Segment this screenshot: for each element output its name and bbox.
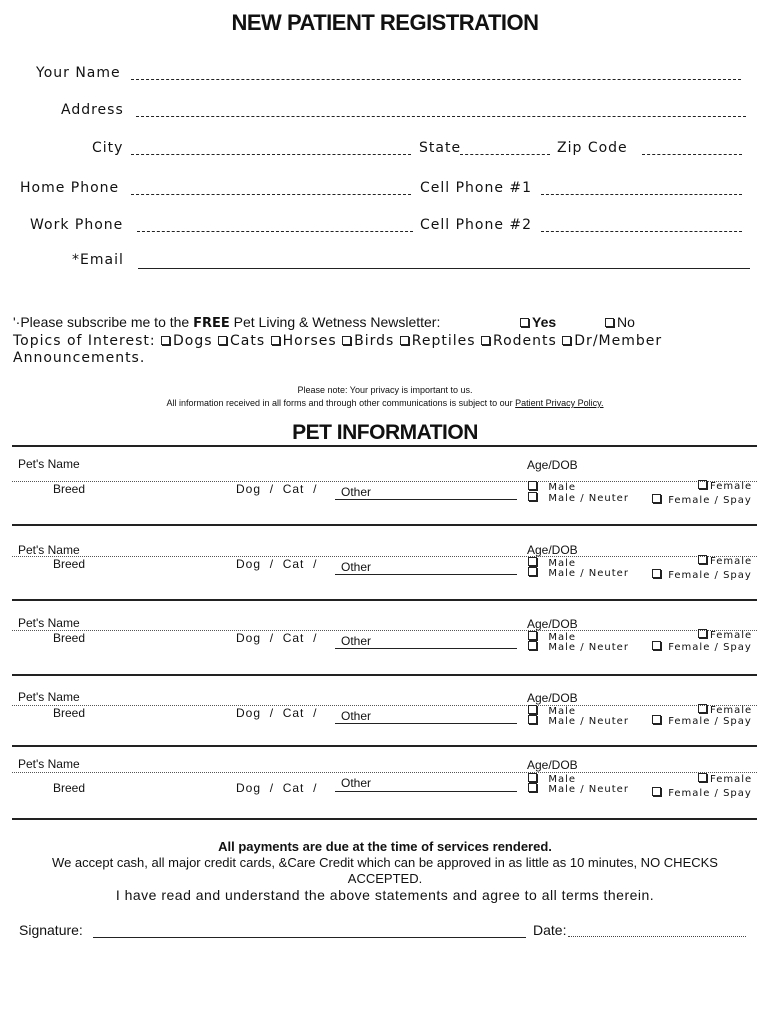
female-spay-option[interactable]: [652, 641, 752, 653]
age-dob-label: Age/DOB: [527, 691, 578, 705]
topic-label: Dr/Member: [574, 333, 663, 349]
breed-label: Breed: [53, 781, 86, 795]
privacy-statement: [0, 398, 770, 408]
privacy-policy-link[interactable]: Patient Privacy Policy.: [515, 398, 604, 408]
payment-methods: We accept cash, all major credit cards, &Care Credit which can be approved in as little as 10 minutes, NO CHECKS: [52, 855, 718, 870]
female-spay-label: Female / Spay: [668, 495, 752, 506]
male-label: Male: [548, 774, 577, 785]
home-phone-label: Home Phone: [20, 180, 120, 196]
pets-name-input[interactable]: [12, 481, 757, 482]
topic-checkbox[interactable]: [562, 336, 571, 345]
female-spay-option[interactable]: [652, 715, 752, 727]
male-checkbox[interactable]: [528, 481, 537, 490]
no-label: No: [617, 314, 635, 330]
other-label: Other: [341, 776, 372, 790]
male-neuter-label: Male / Neuter: [548, 642, 629, 653]
signature-input[interactable]: [93, 937, 526, 938]
breed-label: Breed: [53, 631, 86, 645]
species-options[interactable]: [236, 557, 317, 571]
topic-dr-member[interactable]: [562, 333, 662, 349]
pets-name-label: Pet's Name: [18, 757, 80, 771]
pets-name-input[interactable]: [12, 556, 757, 557]
male-label: Male: [548, 632, 577, 643]
female-checkbox[interactable]: [698, 629, 707, 638]
your-name-input[interactable]: [131, 79, 741, 80]
pets-name-label: Pet's Name: [18, 457, 80, 471]
species-options[interactable]: [236, 781, 317, 795]
female-option[interactable]: [698, 773, 752, 785]
cat-option[interactable]: Cat: [282, 706, 305, 720]
newsletter-yes-option[interactable]: [520, 314, 556, 330]
cat-option[interactable]: Cat: [282, 631, 305, 645]
male-neuter-option[interactable]: [528, 492, 629, 504]
pet-divider: [12, 524, 757, 526]
age-dob-label: Age/DOB: [527, 758, 578, 772]
pet-divider: [12, 745, 757, 747]
female-option[interactable]: [698, 629, 752, 641]
slash: /: [313, 706, 318, 720]
other-label: Other: [341, 485, 372, 499]
topic-checkbox[interactable]: [342, 336, 351, 345]
female-spay-label: Female / Spay: [668, 642, 752, 653]
male-neuter-option[interactable]: [528, 641, 629, 653]
male-neuter-checkbox[interactable]: [528, 492, 537, 501]
no-checkbox[interactable]: [605, 318, 614, 327]
cell-phone-1-input[interactable]: [541, 194, 742, 195]
age-dob-label: Age/DOB: [527, 543, 578, 557]
other-input[interactable]: [335, 574, 517, 575]
page-title: NEW PATIENT REGISTRATION: [231, 10, 539, 35]
slash: /: [269, 631, 275, 645]
pets-name-label: Pet's Name: [18, 543, 80, 557]
pet-divider: [12, 818, 757, 820]
slash: /: [313, 631, 318, 645]
other-input[interactable]: [335, 723, 517, 724]
email-input[interactable]: [138, 268, 750, 269]
female-checkbox[interactable]: [698, 704, 707, 713]
female-spay-checkbox[interactable]: [652, 569, 661, 578]
female-spay-option[interactable]: [652, 787, 752, 799]
privacy-note: Please note: Your privacy is important to us.: [297, 385, 473, 395]
cell-phone-1-label: Cell Phone #1: [420, 180, 533, 196]
male-neuter-option[interactable]: [528, 567, 629, 579]
newsletter-free: FREE: [193, 316, 230, 331]
male-neuter-option[interactable]: [528, 715, 629, 727]
female-spay-option[interactable]: [652, 494, 752, 506]
topic-horses[interactable]: [271, 333, 337, 349]
female-option[interactable]: [698, 480, 752, 492]
agreement-statement: I have read and understand the above statements and agree to all terms therein.: [115, 887, 655, 903]
male-checkbox[interactable]: [528, 557, 537, 566]
male-neuter-label: Male / Neuter: [548, 716, 629, 727]
pet-divider: [12, 599, 757, 601]
city-input[interactable]: [131, 154, 411, 155]
other-label: Other: [341, 634, 372, 648]
male-checkbox[interactable]: [528, 773, 537, 782]
other-label: Other: [341, 709, 372, 723]
topic-dogs[interactable]: [161, 333, 213, 349]
female-spay-label: Female / Spay: [668, 788, 752, 799]
address-input[interactable]: [136, 116, 746, 117]
address-label: Address: [61, 102, 124, 118]
other-input[interactable]: [335, 499, 517, 500]
slash: /: [269, 781, 275, 795]
slash: /: [269, 482, 275, 496]
male-neuter-checkbox[interactable]: [528, 783, 537, 792]
female-label: Female: [710, 630, 753, 641]
zip-label: Zip Code: [557, 140, 628, 156]
age-dob-label: Age/DOB: [527, 617, 578, 631]
pet-divider: [12, 674, 757, 676]
male-neuter-label: Male / Neuter: [548, 784, 629, 795]
newsletter-no-option[interactable]: [605, 314, 635, 330]
dog-option[interactable]: Dog: [236, 557, 262, 571]
female-spay-checkbox[interactable]: [652, 494, 661, 503]
male-neuter-checkbox[interactable]: [528, 641, 537, 650]
signature-label: Signature:: [19, 922, 83, 938]
topic-birds[interactable]: [342, 333, 394, 349]
topic-checkbox[interactable]: [161, 336, 170, 345]
slash: /: [269, 706, 275, 720]
male-checkbox[interactable]: [528, 631, 537, 640]
date-input[interactable]: [568, 936, 746, 937]
pets-name-input[interactable]: [12, 705, 757, 706]
dog-option[interactable]: Dog: [236, 706, 262, 720]
topic-label: Birds: [354, 333, 395, 349]
breed-label: Breed: [53, 557, 86, 571]
male-neuter-option[interactable]: [528, 783, 629, 795]
payment-methods-cont: ACCEPTED.: [347, 871, 423, 886]
pet-info-heading: PET INFORMATION: [292, 421, 478, 444]
section-divider: [12, 445, 757, 447]
topic-checkbox[interactable]: [400, 336, 409, 345]
female-spay-checkbox[interactable]: [652, 641, 661, 650]
dog-option[interactable]: Dog: [236, 631, 262, 645]
male-label: Male: [548, 558, 577, 569]
species-options[interactable]: [236, 706, 317, 720]
privacy-text: All information received in all forms and through other communications is subject to our: [166, 398, 516, 408]
female-checkbox[interactable]: [698, 555, 707, 564]
breed-label: Breed: [53, 482, 86, 496]
female-spay-label: Female / Spay: [668, 570, 752, 581]
other-input[interactable]: [335, 648, 517, 649]
female-spay-label: Female / Spay: [668, 716, 752, 727]
topic-reptiles[interactable]: [400, 333, 476, 349]
topics-label: Topics of Interest:: [13, 333, 156, 349]
female-label: Female: [710, 481, 753, 492]
male-label: Male: [548, 706, 577, 717]
male-neuter-checkbox[interactable]: [528, 715, 537, 724]
topic-checkbox[interactable]: [481, 336, 490, 345]
species-options[interactable]: [236, 482, 317, 496]
topic-checkbox[interactable]: [218, 336, 227, 345]
slash: /: [313, 781, 318, 795]
female-checkbox[interactable]: [698, 773, 707, 782]
female-spay-checkbox[interactable]: [652, 787, 661, 796]
slash: /: [313, 482, 318, 496]
topic-cats[interactable]: [218, 333, 265, 349]
state-input[interactable]: [460, 154, 550, 155]
topics-row: [13, 333, 662, 349]
email-label: *Email: [72, 252, 124, 268]
pets-name-input[interactable]: [12, 772, 757, 773]
topic-label: Horses: [282, 333, 337, 349]
male-label: Male: [548, 482, 577, 493]
female-label: Female: [710, 774, 753, 785]
dog-option[interactable]: Dog: [236, 482, 262, 496]
female-option[interactable]: [698, 555, 752, 567]
other-label: Other: [341, 560, 372, 574]
newsletter-suffix: Pet Living & Wetness Newsletter:: [229, 314, 441, 330]
work-phone-input[interactable]: [137, 231, 413, 232]
work-phone-label: Work Phone: [30, 217, 124, 233]
topic-label: Reptiles: [411, 333, 476, 349]
cat-option[interactable]: Cat: [282, 781, 305, 795]
newsletter-prefix: '·Please subscribe me to the: [13, 314, 194, 330]
female-label: Female: [710, 556, 753, 567]
dog-option[interactable]: Dog: [236, 781, 262, 795]
cat-option[interactable]: Cat: [282, 482, 305, 496]
yes-checkbox[interactable]: [520, 318, 529, 327]
your-name-label: Your Name: [36, 65, 121, 81]
pets-name-label: Pet's Name: [18, 616, 80, 630]
topic-rodents[interactable]: [481, 333, 557, 349]
payment-notice: All payments are due at the time of services rendered.: [218, 839, 552, 854]
yes-label: Yes: [532, 314, 557, 330]
slash: /: [269, 557, 275, 571]
female-checkbox[interactable]: [698, 480, 707, 489]
topic-checkbox[interactable]: [271, 336, 280, 345]
species-options[interactable]: [236, 631, 317, 645]
male-neuter-label: Male / Neuter: [548, 568, 629, 579]
home-phone-input[interactable]: [131, 194, 411, 195]
cell-phone-2-label: Cell Phone #2: [420, 217, 533, 233]
pets-name-label: Pet's Name: [18, 690, 80, 704]
male-checkbox[interactable]: [528, 705, 537, 714]
female-spay-option[interactable]: [652, 569, 752, 581]
breed-label: Breed: [53, 706, 86, 720]
topics-continuation: Announcements.: [13, 350, 146, 366]
topic-label: Rodents: [493, 333, 557, 349]
topic-label: Dogs: [173, 333, 213, 349]
cat-option[interactable]: Cat: [282, 557, 305, 571]
cell-phone-2-input[interactable]: [541, 231, 742, 232]
male-neuter-label: Male / Neuter: [548, 493, 629, 504]
slash: /: [313, 557, 318, 571]
zip-input[interactable]: [642, 154, 742, 155]
topic-label: Cats: [230, 333, 266, 349]
female-label: Female: [710, 705, 753, 716]
age-dob-label: Age/DOB: [527, 458, 578, 472]
other-input[interactable]: [335, 791, 517, 792]
pets-name-input[interactable]: [12, 630, 757, 631]
male-neuter-checkbox[interactable]: [528, 567, 537, 576]
state-label: State: [419, 140, 462, 156]
newsletter-text: [13, 314, 440, 331]
date-label: Date:: [533, 922, 567, 938]
female-spay-checkbox[interactable]: [652, 715, 661, 724]
city-label: City: [92, 140, 124, 156]
